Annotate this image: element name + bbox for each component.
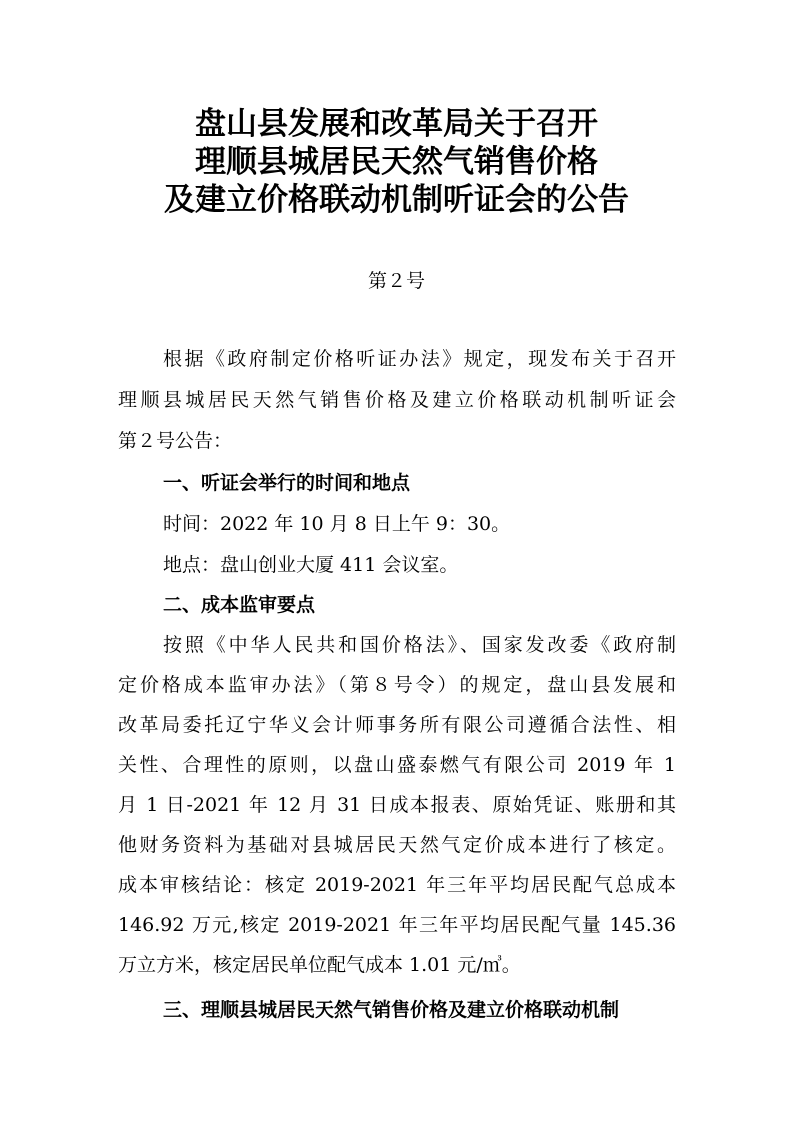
section-2-line-7: 成本审核结论：核定 2019-2021 年三年平均居民配气总成本 [118, 874, 676, 896]
title-line-3: 及建立价格联动机制听证会的公告 [164, 182, 629, 218]
section-2-line-1: 按照《中华人民共和国价格法》、国家发改委《政府制 [163, 634, 676, 656]
section-3-heading: 三、理顺县城居民天然气销售价格及建立价格联动机制 [163, 999, 620, 1021]
hearing-time: 时间：2022 年 10 月 8 日上午 9：30。 [163, 513, 511, 535]
title-line-2: 理顺县城居民天然气销售价格 [195, 144, 598, 180]
section-2-line-8: 146.92 万元,核定 2019-2021 年三年平均居民配气量 145.36 [118, 914, 676, 936]
intro-line-1: 根据《政府制定价格听证办法》规定，现发布关于召开 [163, 348, 676, 370]
section-1-heading: 一、听证会举行的时间和地点 [163, 472, 411, 494]
section-2-line-3: 改革局委托辽宁华义会计师事务所有限公司遵循合法性、相 [118, 714, 676, 736]
title-line-1: 盘山县发展和改革局关于召开 [195, 106, 598, 142]
section-2-line-6: 他财务资料为基础对县城居民天然气定价成本进行了核定。 [118, 834, 676, 856]
section-2-line-4: 关性、合理性的原则，以盘山盛泰燃气有限公司 2019 年 1 [118, 754, 676, 776]
document-number: 第２号 [367, 270, 425, 292]
section-2-line-2: 定价格成本监审办法》（第８号令）的规定，盘山县发展和 [118, 674, 676, 696]
intro-line-3: 第２号公告： [118, 430, 233, 452]
section-2-heading: 二、成本监审要点 [163, 594, 316, 616]
hearing-place: 地点：盘山创业大厦 411 会议室。 [163, 554, 459, 576]
section-2-line-5: 月 1 日-2021 年 12 月 31 日成本报表、原始凭证、账册和其 [118, 794, 676, 816]
section-2-line-9: 万立方米，核定居民单位配气成本 1.01 元/㎥。 [118, 954, 521, 976]
intro-line-2: 理顺县城居民天然气销售价格及建立价格联动机制听证会 [118, 389, 676, 411]
